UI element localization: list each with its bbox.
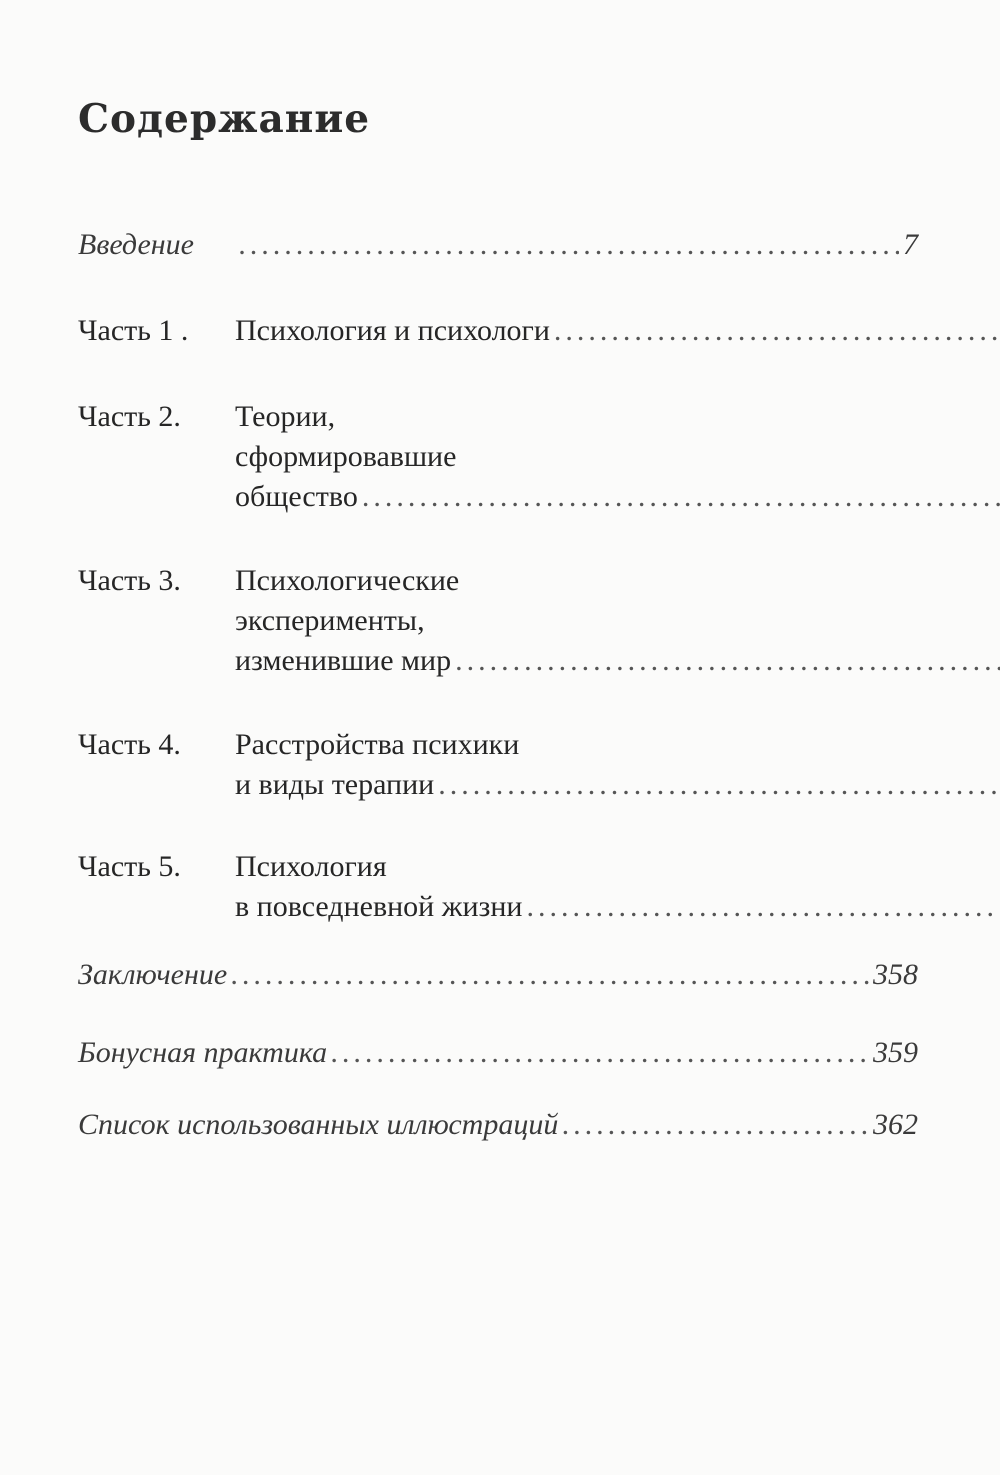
toc-entry-part-3[interactable] (78, 561, 918, 681)
entry-title: Заключение (78, 958, 228, 991)
dot-leader (362, 477, 1000, 517)
part-label: Часть 1 . (78, 314, 189, 347)
toc-entry-part-1[interactable] (78, 311, 918, 351)
entry-title: Список использованных иллюстраций (78, 1108, 559, 1141)
page-number: 7 (903, 228, 918, 261)
dot-leader (231, 955, 869, 995)
toc-entry-part-5[interactable] (78, 847, 918, 927)
entry-title-line: в повседневной жизни (235, 890, 523, 923)
page-number: 362 (873, 1108, 918, 1141)
part-label: Часть 3. (78, 564, 181, 597)
part-label: Часть 4. (78, 728, 181, 761)
toc-entry-illustrations-list[interactable] (78, 1105, 918, 1145)
toc-entry-introduction[interactable] (78, 225, 918, 265)
entry-title-line: и виды терапии (235, 768, 435, 801)
page-title: Содержание (78, 96, 371, 143)
dot-leader (455, 641, 1000, 681)
entry-title-line: сформировавшие (235, 440, 457, 473)
entry-title-line: Психологические (235, 564, 460, 597)
part-label: Часть 2. (78, 400, 181, 433)
entry-title: Бонусная практика (78, 1036, 328, 1069)
dot-leader (239, 225, 899, 265)
entry-title: Психология и психологи (235, 314, 550, 347)
entry-title-line: Психология (235, 850, 387, 883)
toc-entry-part-4[interactable] (78, 725, 918, 805)
toc-entry-part-2[interactable] (78, 397, 918, 517)
entry-title-line: изменившие мир (235, 644, 452, 677)
toc-entry-conclusion[interactable] (78, 955, 918, 995)
entry-title-line: эксперименты, (235, 604, 425, 637)
dot-leader (526, 887, 1000, 927)
dot-leader (331, 1033, 869, 1073)
part-label: Часть 5. (78, 850, 181, 883)
page-number: 358 (873, 958, 918, 991)
page-number: 359 (873, 1036, 918, 1069)
entry-title-line: Расстройства психики (235, 728, 520, 761)
entry-title-line: общество (235, 480, 358, 513)
entry-title-line: Теории, (235, 400, 336, 433)
dot-leader (438, 765, 1000, 805)
dot-leader (554, 311, 1000, 351)
dot-leader (562, 1105, 869, 1145)
toc-entry-bonus-practice[interactable] (78, 1033, 918, 1073)
entry-title: Введение (78, 228, 194, 261)
